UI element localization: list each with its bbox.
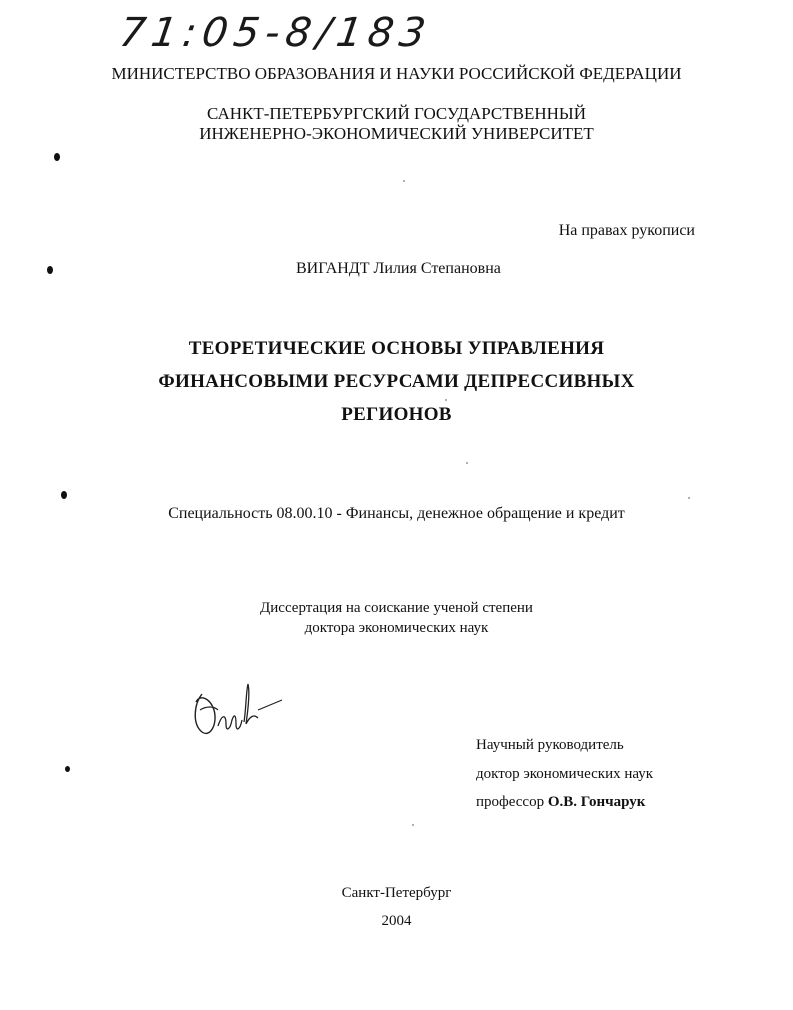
scan-speck	[403, 180, 405, 182]
rights-note: На правах рукописи	[558, 222, 695, 239]
author-name: ВИГАНДТ Лилия Степановна	[296, 260, 501, 277]
supervisor-name: О.В. Гончарук	[547, 794, 646, 810]
scan-speck	[445, 399, 447, 401]
city: Санкт-Петербург	[341, 885, 452, 901]
supervisor-title: профессор	[476, 794, 545, 810]
degree-line2: доктора экономических наук	[304, 620, 489, 636]
supervisor-label: Научный руководитель	[476, 737, 624, 753]
punch-mark	[54, 153, 60, 161]
dissertation-title-line1: ТЕОРЕТИЧЕСКИЕ ОСНОВЫ УПРАВЛЕНИЯ	[188, 338, 605, 359]
degree-line1: Диссертация на соискание ученой степени	[260, 600, 533, 616]
archive-number: 71:05-8/183	[116, 10, 435, 56]
supervisor-name-line	[476, 794, 645, 811]
university-name-line2: ИНЖЕНЕРНО-ЭКОНОМИЧЕСКИЙ УНИВЕРСИТЕТ	[199, 124, 594, 143]
ministry-heading: МИНИСТЕРСТВО ОБРАЗОВАНИЯ И НАУКИ РОССИЙСКОЙ ФЕДЕРАЦИИ	[111, 64, 682, 83]
university-name-line1: САНКТ-ПЕТЕРБУРГСКИЙ ГОСУДАРСТВЕННЫЙ	[206, 104, 586, 123]
scan-speck	[688, 497, 690, 499]
scan-speck	[412, 824, 414, 826]
punch-mark	[47, 266, 53, 274]
dissertation-title-line2: ФИНАНСОВЫМИ РЕСУРСАМИ ДЕПРЕССИВНЫХ	[158, 371, 635, 392]
year: 2004	[381, 913, 412, 929]
scan-speck	[466, 462, 468, 464]
supervisor-degree: доктор экономических наук	[476, 766, 654, 782]
punch-mark	[65, 766, 70, 772]
specialty-line: Специальность 08.00.10 - Финансы, денежное обращение и кредит	[168, 505, 625, 522]
signature	[188, 680, 288, 742]
dissertation-title-line3: РЕГИОНОВ	[341, 404, 452, 425]
punch-mark	[61, 491, 67, 499]
